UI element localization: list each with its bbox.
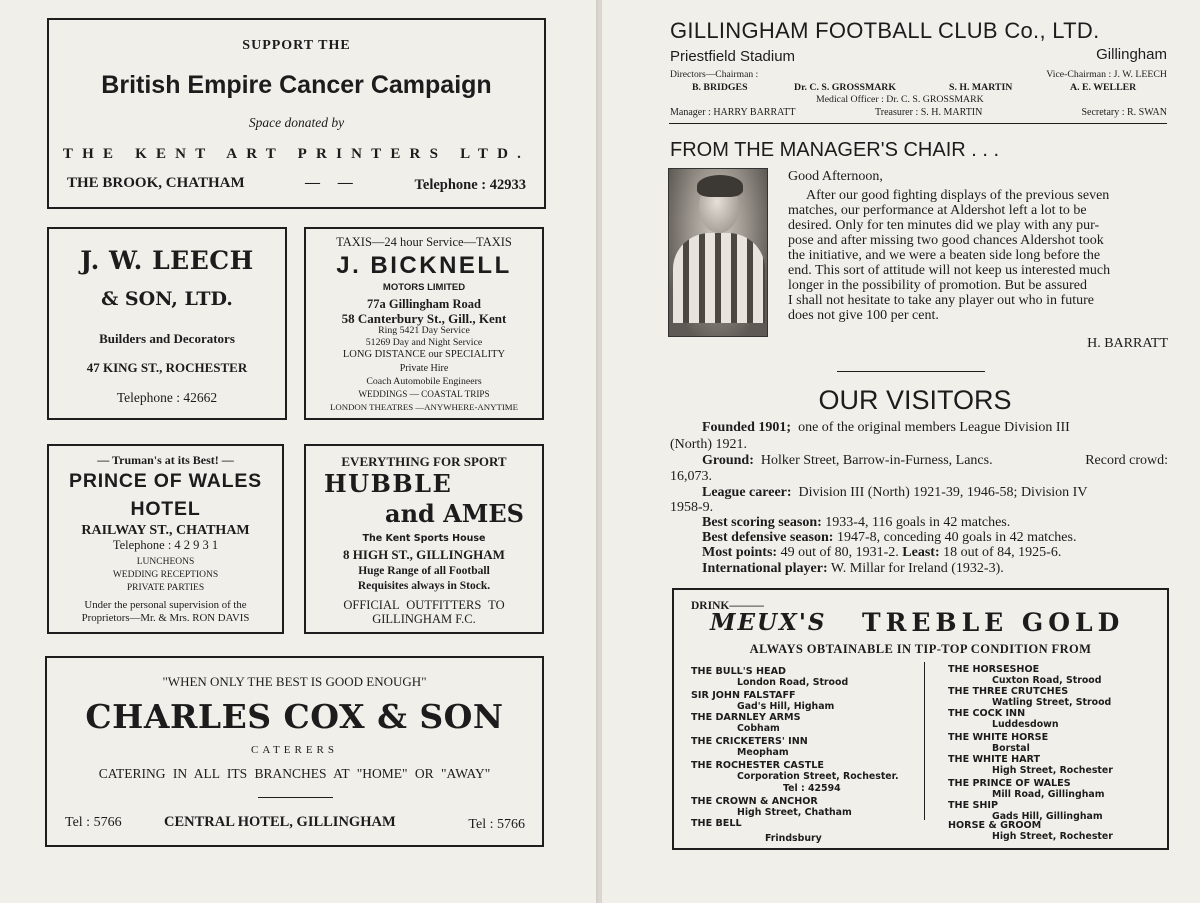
bicknell-theatres: LONDON THEATRES —ANYWHERE-ANYTIME (330, 402, 518, 412)
pub-address: Gads Hill, Gillingham (992, 811, 1103, 822)
ground-text: Holker Street, Barrow-in-Furness, Lancs. (760, 453, 993, 468)
pub-address: Borstal (992, 743, 1030, 754)
bicknell-night: 51269 Day and Night Service (365, 337, 483, 348)
club-title: GILLINGHAM FOOTBALL CLUB Co., LTD. (670, 18, 1100, 43)
defensive-text: 1947-8, conceding 40 goals in 42 matches. (836, 530, 1077, 545)
printer-address: THE BROOK, CHATHAM (67, 175, 245, 191)
cox-tel-right: Tel : 5766 (468, 817, 525, 832)
pub-name: THE CROWN & ANCHOR (691, 796, 818, 807)
director-martin: S. H. MARTIN (949, 82, 1013, 93)
director-grossmark: Dr. C. S. GROSSMARK (794, 82, 896, 93)
points-label: Most points: (702, 545, 778, 560)
leech-name-line2: & SON, LTD. (101, 288, 233, 310)
cox-catering: CATERING IN ALL ITS BRANCHES AT "HOME" OR "AWAY" (98, 766, 491, 781)
treasurer-name: Treasurer : S. H. MARTIN (875, 107, 983, 118)
prince-weddings: WEDDING RECEPTIONS (112, 570, 219, 580)
leech-trade: Builders and Decorators (99, 331, 235, 346)
international-text: W. Millar for Ireland (1932-3). (830, 561, 1004, 576)
pub-address: Mill Road, Gillingham (992, 789, 1105, 800)
cox-hotel: CENTRAL HOTEL, GILLINGHAM (164, 814, 396, 830)
prince-of-wales-ad (47, 444, 284, 634)
vice-chairman: Vice-Chairman : J. W. LEECH (1046, 69, 1167, 80)
hubble-everything: EVERYTHING FOR SPORT (341, 454, 507, 469)
pub-name: THE COCK INN (948, 708, 1026, 719)
visitors-title: OUR VISITORS (818, 385, 1012, 415)
medical-officer: Medical Officer : Dr. C. S. GROSSMARK (816, 94, 984, 105)
pub-name: THE THREE CRUTCHES (948, 686, 1069, 697)
cox-rule (258, 797, 333, 798)
pub-address: Frindsbury (765, 833, 822, 844)
pub-address: Luddesdown (992, 719, 1059, 730)
defensive-label: Best defensive season: (702, 530, 834, 545)
visitors-rule (837, 371, 985, 372)
charles-cox-ad (45, 656, 544, 847)
hubble-address: 8 HIGH ST., GILLINGHAM (343, 547, 505, 562)
founded-text2: (North) 1921. (670, 437, 747, 452)
prince-phone: Telephone : 4 2 9 3 1 (112, 538, 219, 552)
founded-label: Founded 1901; (702, 420, 792, 435)
manager-message-line: desired. Only for ten minutes did we play with any pur- (788, 218, 1100, 233)
cancer-campaign-ad (47, 18, 546, 209)
manager-message-line: After our good fighting displays of the previous seven (806, 188, 1110, 203)
managers-chair-title: FROM THE MANAGER'S CHAIR . . . (670, 139, 1000, 161)
bicknell-hire: Private Hire (399, 363, 449, 374)
bicknell-distance: LONG DISTANCE our SPECIALITY (342, 349, 506, 360)
pub-name: THE CRICKETERS' INN (691, 736, 808, 747)
printer-name: THE KENT ART PRINTERS LTD. (62, 146, 531, 162)
bicknell-ring: Ring 5421 Day Service (378, 325, 470, 336)
manager-message-line: pose and after missing two good chances Aldershot took (788, 233, 1104, 248)
league-label: League career: (702, 485, 792, 500)
hubble-ames-ad (304, 444, 544, 634)
cox-name: CHARLES COX & SON (85, 697, 504, 736)
pub-name: SIR JOHN FALSTAFF (691, 690, 796, 701)
leech-name-line1: J. W. LEECH (80, 246, 254, 275)
hubble-range1: Huge Range of all Football (358, 565, 490, 577)
pub-name: THE HORSESHOE (948, 664, 1040, 675)
manager-message-line: end. This sort of attitude will not keep us interested much (788, 263, 1111, 278)
bicknell-address1: 77a Gillingham Road (367, 297, 481, 311)
hubble-house: The Kent Sports House (362, 533, 486, 544)
prince-name-line1: PRINCE OF WALES (69, 470, 262, 492)
prince-name-line2: HOTEL (130, 498, 201, 520)
printer-phone: Telephone : 42933 (414, 177, 526, 193)
points-text: 49 out of 80, 1931-2. (780, 545, 899, 560)
bicknell-motors: MOTORS LIMITED (382, 282, 466, 293)
pub-address: High Street, Rochester (992, 765, 1113, 776)
pub-name: THE DARNLEY ARMS (691, 712, 801, 723)
director-bridges: B. BRIDGES (692, 82, 748, 93)
meux-drink: DRINK——— (691, 600, 764, 612)
manager-name: Manager : HARRY BARRATT (670, 107, 796, 118)
bicknell-coach: Coach Automobile Engineers (366, 376, 482, 387)
manager-message-line: matches, our performance at Aldershot left a lot to be (788, 203, 1087, 218)
pub-address: Cobham (737, 723, 780, 734)
league-text2: 1958-9. (670, 500, 714, 515)
bicknell-weddings: WEDDINGS — COASTAL TRIPS (358, 389, 490, 399)
least-text: 18 out of 84, 1925-6. (943, 545, 1062, 560)
scoring-label: Best scoring season: (702, 515, 822, 530)
record-crowd-value: 16,073. (670, 469, 712, 484)
pub-address: London Road, Strood (737, 677, 849, 688)
international-label: International player: (702, 561, 828, 576)
league-text: Division III (North) 1921-39, 1946-58; Division IV (798, 485, 1088, 500)
meux-product: TREBLE GOLD (862, 608, 1125, 637)
leech-address: 47 KING ST., ROCHESTER (86, 360, 248, 375)
manager-signature: H. BARRATT (1087, 336, 1168, 351)
manager-message-line: longer in the possibility of promotion. But be assured (788, 278, 1088, 293)
manager-message-line: does not give 100 per cent. (788, 308, 939, 323)
pub-name: THE WHITE HORSE (948, 732, 1049, 743)
town-name: Gillingham (1096, 46, 1167, 63)
founded-text: one of the original members League Division III (798, 420, 1070, 435)
prince-luncheons: LUNCHEONS (136, 557, 195, 567)
header-rule (669, 123, 1167, 124)
pub-name: THE BELL (691, 818, 742, 829)
meux-treble-gold-ad (672, 588, 1169, 850)
manager-photo (668, 168, 768, 337)
meux-brand: MEUX'S (710, 609, 827, 636)
pub-name: THE WHITE HART (948, 754, 1041, 765)
pub-name: THE BULL'S HEAD (691, 666, 786, 677)
cox-quote: "WHEN ONLY THE BEST IS GOOD ENOUGH" (162, 674, 427, 689)
secretary-name: Secretary : R. SWAN (1081, 107, 1167, 118)
hubble-range2: Requisites always in Stock. (357, 580, 491, 592)
bicknell-address2: 58 Canterbury St., Gill., Kent (341, 311, 507, 326)
support-text: SUPPORT THE (242, 38, 351, 53)
space-donated-text: Space donated by (248, 115, 345, 130)
prince-supervision2: Proprietors—Mr. & Mrs. RON DAVIS (81, 612, 250, 624)
pub-name: THE PRINCE OF WALES (948, 778, 1071, 789)
stadium-name: Priestfield Stadium (670, 48, 796, 65)
manager-greeting: Good Afternoon, (788, 169, 883, 184)
hubble-name-line2: and AMES (385, 499, 524, 528)
pub-address: Meopham (737, 747, 789, 758)
pub-address: Corporation Street, Rochester. (737, 771, 899, 782)
cox-caterers: CATERERS (250, 744, 338, 756)
directors-label: Directors—Chairman : (670, 69, 759, 80)
trumans-text: — Truman's at its Best! — (97, 453, 234, 467)
dash-separator: — — (305, 175, 353, 191)
prince-parties: PRIVATE PARTIES (126, 583, 205, 593)
ground-label: Ground: (702, 453, 754, 468)
least-label: Least: (902, 545, 940, 560)
manager-message-line: the initiative, and we were a beaten side long before the (788, 248, 1101, 263)
pub-address: Gad's Hill, Higham (737, 701, 835, 712)
prince-address: RAILWAY ST., CHATHAM (81, 523, 250, 538)
pub-name: THE ROCHESTER CASTLE (691, 760, 824, 771)
pub-address: Cuxton Road, Strood (992, 675, 1102, 686)
pub-name: THE SHIP (948, 800, 999, 811)
cancer-campaign-name: British Empire Cancer Campaign (101, 71, 492, 99)
pub-name: HORSE & GROOM (948, 820, 1042, 831)
record-crowd-label: Record crowd: (1085, 453, 1168, 468)
director-weller: A. E. WELLER (1070, 82, 1137, 93)
pub-address: High Street, Chatham (737, 807, 852, 818)
leech-phone: Telephone : 42662 (116, 390, 218, 405)
hubble-name-line1: HUBBLE (324, 469, 453, 498)
scoring-text: 1933-4, 116 goals in 42 matches. (825, 515, 1011, 530)
prince-supervision1: Under the personal supervision of the (84, 599, 247, 611)
manager-message-line: I shall not hesitate to take any player out who in future (788, 293, 1094, 308)
pub-address: High Street, Rochester (992, 831, 1113, 842)
pub-address: Watling Street, Strood (992, 697, 1112, 708)
hubble-official: OFFICIAL OUTFITTERS TO (343, 598, 505, 612)
bicknell-name: J. BICKNELL (336, 252, 512, 279)
hubble-club: GILLINGHAM F.C. (372, 612, 476, 626)
cox-tel-left: Tel : 5766 (65, 815, 122, 830)
meux-divider (924, 662, 925, 820)
bicknell-taxis: TAXIS—24 hour Service—TAXIS (336, 235, 512, 249)
pub-address: Tel : 42594 (783, 783, 841, 794)
meux-always: ALWAYS OBTAINABLE IN TIP-TOP CONDITION FROM (749, 642, 1092, 656)
